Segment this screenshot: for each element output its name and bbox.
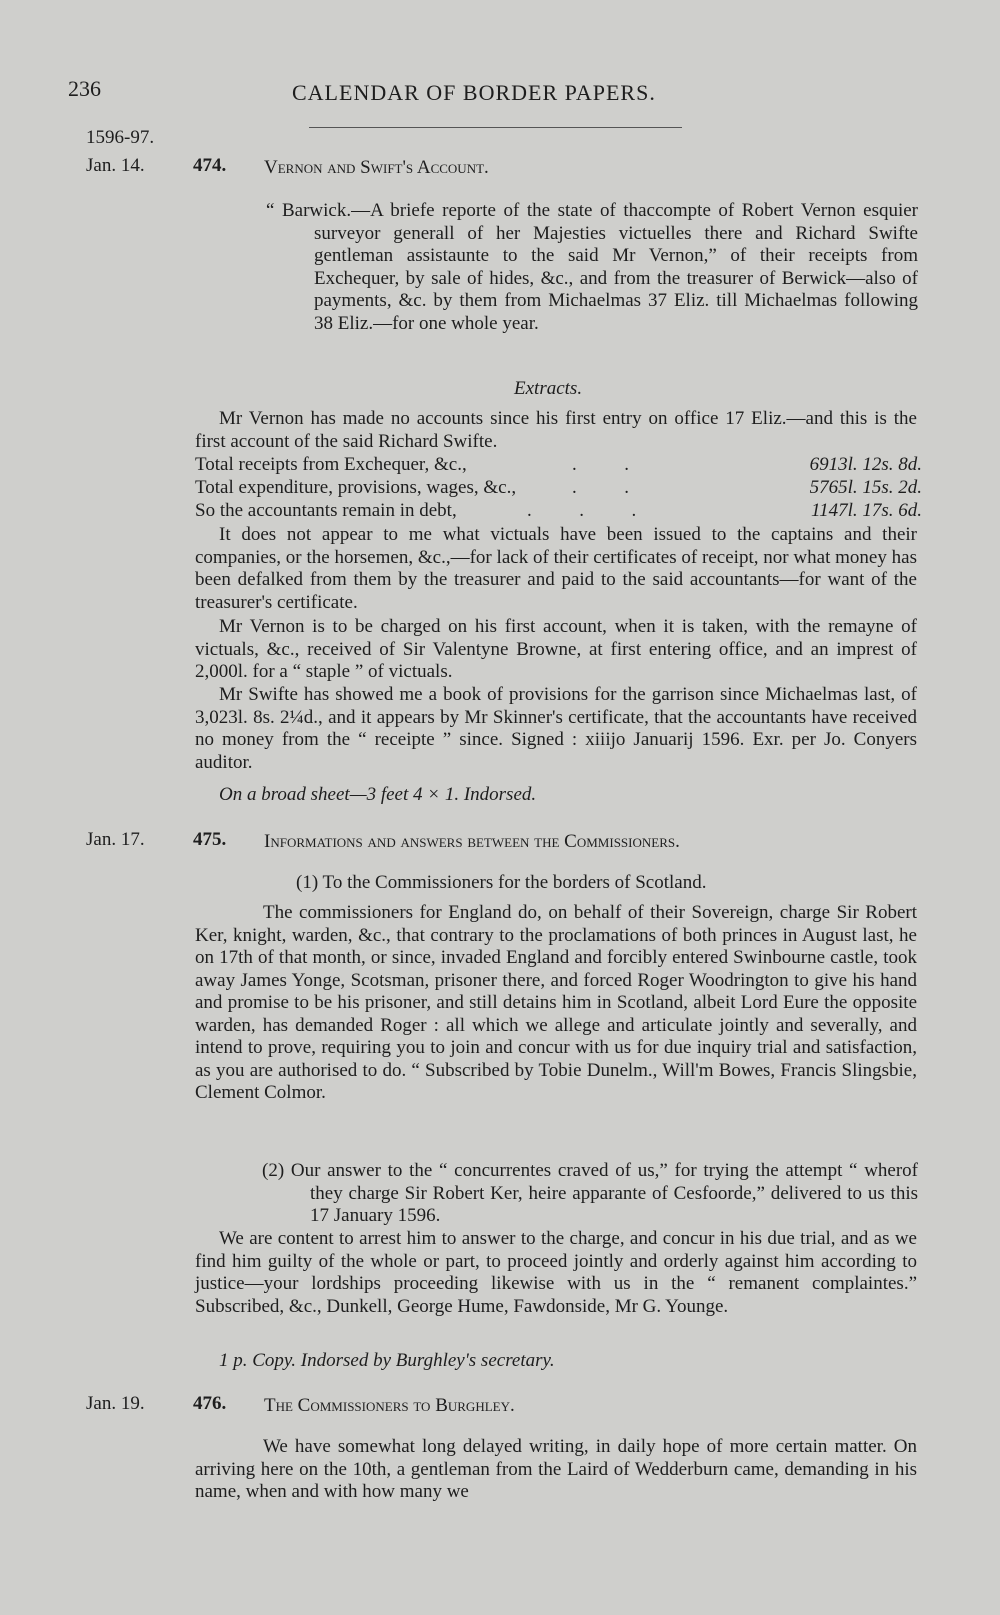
row-amount: 5765l. 15s. 2d. [809, 477, 922, 498]
entry-title: The Commissioners to Burghley. [264, 1395, 515, 1416]
row-dots: . . [572, 477, 629, 498]
entry-year: 1596-97. [86, 127, 155, 148]
page-number: 236 [68, 76, 101, 101]
paragraph-answer: We are content to arrest him to answer to the charge, and concur in his due trial, and as we find him guilty of the whole or part, to proceed jointly and orderly against him according to justice—your lordships proceeding likewise with us in the “ remanent complaintes.” Subscribed, &c., Dunkell, George Hume, Fawdonside, Mr G. Younge. [195, 1228, 917, 1317]
entry-date: Jan. 14. [86, 155, 145, 176]
paragraph-charge: The commissioners for England do, on behalf of their Sovereign, charge Sir Robert Ker, knight, warden, &c., that contrary to the proclamations of both princes in August last, he on 17th of that month, or since, invaded England and forcibly entered Swinbourne castle, took away James Yonge, Scotsman, prisoner there, and forced Roger Woodrington to give his hand and promise to be his prisoner, and still detains him in Scotland, albeit Lord Eure the opposite warden, has demanded Roger : all which we allege and articulate jointly and severally, and intend to prove, requiring you to join and concur with us for due inquiry trial and satisfaction, as you are authorised to do. “ Subscribed by Tobie Dunelm., Will'm Bowes, Francis Slingsbie, Clement Colmor. [195, 902, 917, 1103]
paragraph-charged: Mr Vernon is to be charged on his first account, when it is taken, with the remayne of victuals, &c., received of Sir Valentyne Browne, at first entering office, and an imprest of 2,000l. for a “ staple ” of victuals. [195, 616, 917, 682]
entry-intro [266, 200, 918, 335]
running-title: CALENDAR OF BORDER PAPERS. [292, 80, 656, 105]
entry-number: 475. [193, 829, 227, 850]
paragraph-swifte: Mr Swifte has showed me a book of provisions for the garrison since Michaelmas last, of 3,023l. 8s. 2¼d., and it appears by Mr Skinner's certificate, that the accountants have received no money from the “ receipte ” since. Signed : xiiijo Januarij 1596. Exr. per Jo. Conyers auditor. [195, 684, 917, 773]
entry-date: Jan. 19. [86, 1393, 145, 1414]
extracts-label: Extracts. [514, 378, 583, 399]
row-amount: 6913l. 12s. 8d. [809, 454, 922, 475]
entry-number: 474. [193, 155, 227, 176]
paragraph-letter: We have somewhat long delayed writing, in daily hope of more certain matter. On arriving here on the 10th, a gentleman from the Laird of Wedderburn came, demanding in his name, when and with how many we [195, 1436, 917, 1502]
entry-note: On a broad sheet—3 feet 4 × 1. Indorsed. [219, 784, 537, 805]
entry-number: 476. [193, 1393, 227, 1414]
row-label: So the accountants remain in debt, [195, 500, 457, 521]
sub-heading: (1) To the Commissioners for the borders of Scotland. [296, 872, 707, 893]
answer-text: (2) Our answer to the “ concurrentes craved of us,” for trying the attempt “ wherof they charge Sir Robert Ker, heire apparante of Cesfoorde,” delivered to us this 17 January 1596. [262, 1160, 918, 1226]
entry-title: Informations and answers between the Commissioners. [264, 831, 680, 852]
row-amount: 1147l. 17s. 6d. [810, 500, 922, 521]
row-dots: . . . [527, 500, 637, 521]
extract-line: Mr Vernon has made no accounts since his first entry on office 17 Eliz.—and this is the first account of the said Richard Swifte. [195, 408, 917, 452]
entry-title: Vernon and Swift's Account. [264, 157, 489, 178]
row-label: Total receipts from Exchequer, &c., [195, 454, 467, 475]
intro-text: “ Barwick.—A briefe reporte of the state of thaccompte of Robert Vernon esquier surveyor generall of her Majesties victuelles there and Richard Swifte gentleman assistaunte to the said Mr Vernon,” of their receipts from Exchequer, by sale of hides, &c., and from the treasurer of Berwick—also of payments, &c. by them from Michaelmas 37 Eliz. till Michaelmas following 38 Eliz.—for one whole year. [266, 200, 918, 334]
sub-heading-answer [262, 1160, 918, 1228]
entry-note: 1 p. Copy. Indorsed by Burghley's secretary. [219, 1350, 555, 1371]
header-rule [309, 127, 682, 128]
row-label: Total expenditure, provisions, wages, &c., [195, 477, 517, 498]
paragraph-victuals: It does not appear to me what victuals have been issued to the captains and their companies, or the horsemen, &c.,—for lack of their certificates of receipt, nor what money has been defalked from them by the treasurer and paid to the said accountants—for want of the treasurer's certificate. [195, 524, 917, 613]
row-dots: . . [572, 454, 629, 475]
entry-date: Jan. 17. [86, 829, 145, 850]
